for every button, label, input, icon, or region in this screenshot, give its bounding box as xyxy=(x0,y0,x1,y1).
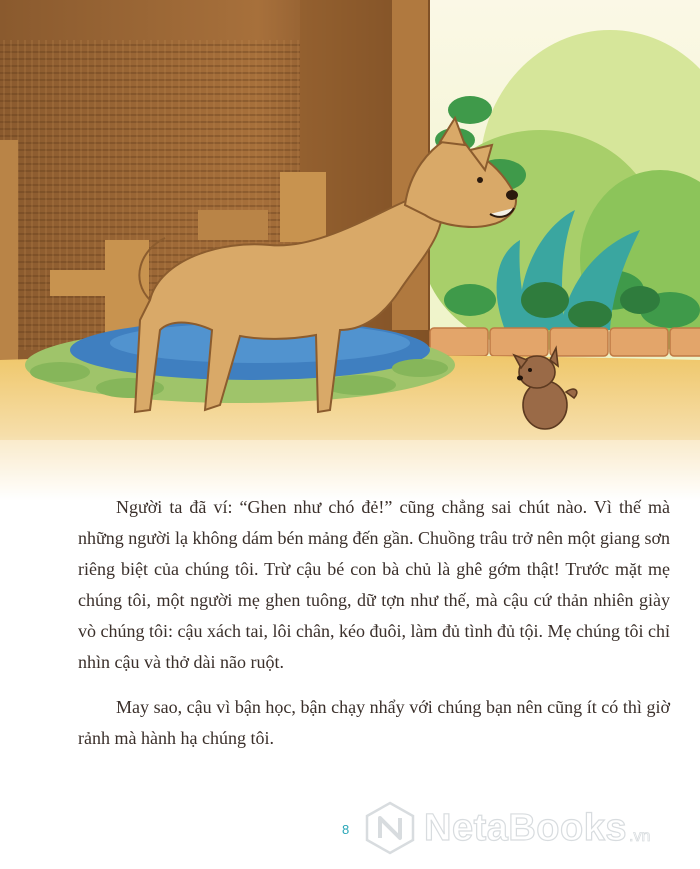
netabooks-watermark xyxy=(362,796,692,860)
paragraph-2: May sao, cậu vì bận học, bận chạy nhẩy với chúng bạn nên cũng ít có thì giờ rảnh mà hành hạ chúng tôi. xyxy=(78,697,670,748)
story-text xyxy=(78,492,670,768)
paragraph-1: Người ta đã ví: “Ghen như chó đẻ!” cũng chẳng sai chút nào. Vì thế mà những người lạ không dám bén mảng đến gần. Chuồng trâu trở nên một giang sơn riêng biệt của chúng tôi. Trừ cậu bé con bà chủ là ghê gớm thật! Trước mặt mẹ chúng tôi, một người mẹ ghen tuông, dữ tợn như thế, mà cậu cứ thản nhiên giày vò chúng tôi: cậu xách tai, lôi chân, kéo đuôi, làm đủ tình đủ tội. Mẹ chúng tôi chỉ nhìn cậu và thở dài não ruột. xyxy=(78,497,670,672)
watermark-brand: NetaBooks xyxy=(424,806,627,849)
watermark-suffix: .vn xyxy=(629,828,651,845)
page-number: 8 xyxy=(342,822,350,837)
netabooks-logo-icon xyxy=(362,800,418,856)
